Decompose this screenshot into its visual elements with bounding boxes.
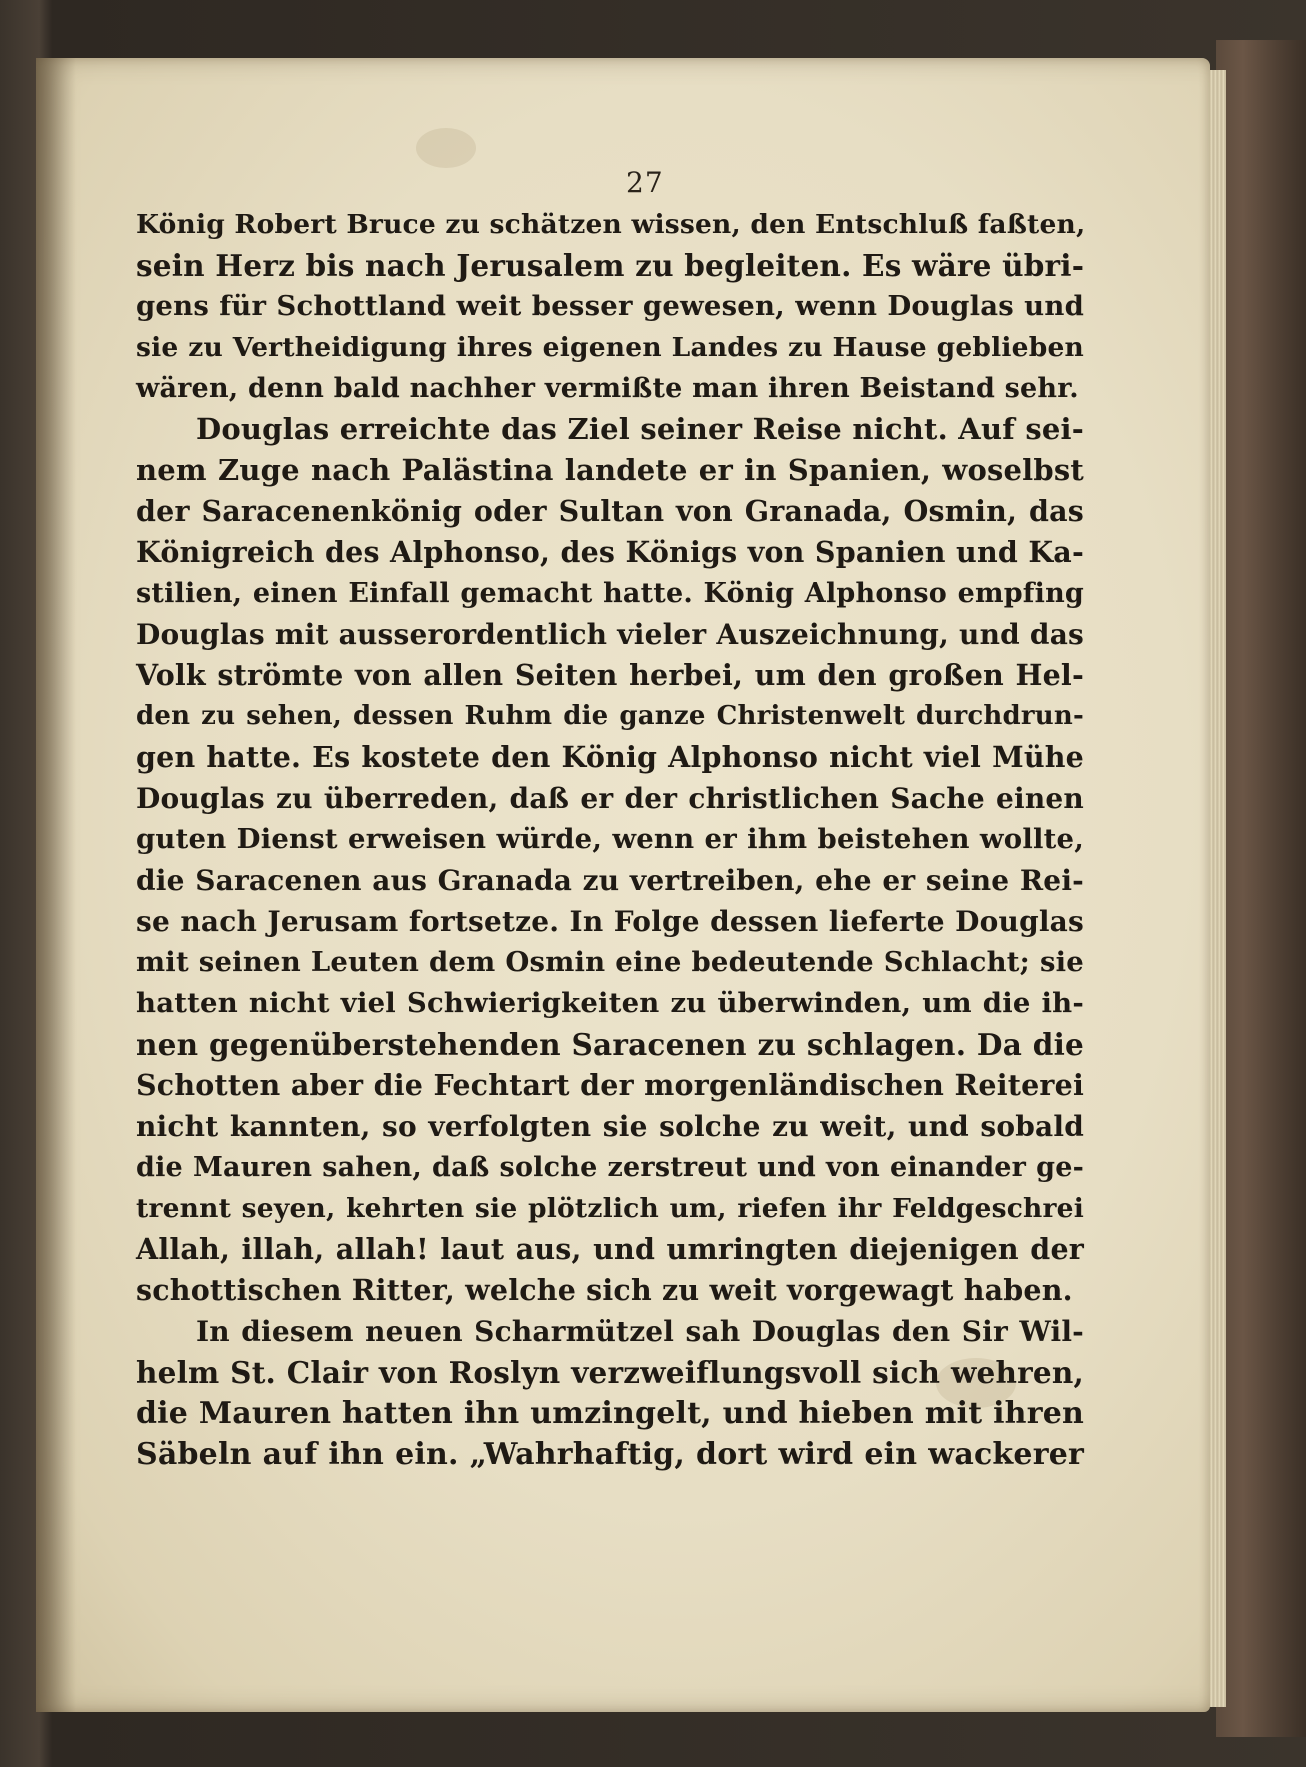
text-line: die Mauren hatten ihn umzingelt, und hieben mit ihren [136, 1396, 1084, 1431]
text-line: die Mauren sahen, daß solche zerstreut und von einander ge- [136, 1152, 1084, 1183]
text-line: se nach Jerusam fortsetze. In Folge dessen lieferte Douglas [136, 905, 1084, 938]
text-line: nicht kannten, so verfolgten sie solche zu weit, und sobald [136, 1110, 1084, 1143]
text-line: stilien, einen Einfall gemacht hatte. König Alphonso empfing [136, 578, 1084, 609]
text-line: Schotten aber die Fechtart der morgenländischen Reiterei [136, 1068, 1084, 1102]
text-line: sein Herz bis nach Jerusalem zu begleiten. Es wäre übri- [136, 248, 1085, 283]
text-line: Säbeln auf ihn ein. „Wahrhaftig, dort wird ein wackerer [136, 1437, 1084, 1472]
text-line: Königreich des Alphonso, des Königs von Spanien und Ka- [136, 535, 1084, 569]
text-line: der Saracenenkönig oder Sultan von Granada, Osmin, das [136, 494, 1084, 528]
text-line: die Saracenen aus Granada zu vertreiben, ehe er seine Rei- [136, 864, 1084, 897]
text-line: trennt seyen, kehrten sie plötzlich um, riefen ihr Feldgeschrei [136, 1193, 1084, 1224]
body-text [136, 204, 1084, 1475]
book-cover-edge [1216, 40, 1306, 1737]
text-line: mit seinen Leuten dem Osmin eine bedeutende Schlacht; sie [136, 946, 1084, 978]
text-line: wären, denn bald nachher vermißte man ihren Beistand sehr. [136, 373, 1079, 404]
text-line: gen hatte. Es kostete den König Alphonso nicht viel Mühe [136, 740, 1084, 774]
text-line: den zu sehen, dessen Ruhm die ganze Christenwelt durchdrun- [136, 701, 1084, 731]
text-line: nen gegenüberstehenden Saracenen zu schlagen. Da die [136, 1027, 1084, 1062]
text-line: Douglas zu überreden, daß er der christlichen Sache einen [136, 782, 1084, 815]
text-line: nem Zuge nach Palästina landete er in Spanien, woselbst [136, 453, 1084, 487]
text-line: Allah, illah, allah! laut aus, und umringten diejenigen der [136, 1232, 1084, 1266]
text-line: gens für Schottland weit besser gewesen, wenn Douglas und [136, 290, 1084, 322]
text-line: In diesem neuen Scharmützel sah Douglas den Sir Wil- [196, 1315, 1084, 1348]
text-line: hatten nicht viel Schwierigkeiten zu überwinden, um die ih- [136, 987, 1084, 1019]
text-line: Volk strömte von allen Seiten herbei, um den großen Hel- [136, 658, 1084, 692]
text-line: Douglas erreichte das Ziel seiner Reise nicht. Auf sei- [196, 412, 1084, 446]
gutter-shadow [36, 58, 76, 1712]
text-line: Douglas mit ausserordentlich vieler Auszeichnung, und das [136, 618, 1084, 651]
text-line: König Robert Bruce zu schätzen wissen, den Entschluß faßten, [136, 209, 1086, 240]
page-number: 27 [626, 166, 664, 199]
text-line: schottischen Ritter, welche sich zu weit vorgewagt haben. [136, 1273, 1073, 1307]
text-line: guten Dienst erweisen würde, wenn er ihm beistehen wollte, [136, 823, 1084, 855]
text-line: helm St. Clair von Roslyn verzweiflungsvoll sich wehren, [136, 1355, 1084, 1390]
paper-stain [416, 128, 476, 168]
book-page [36, 58, 1210, 1712]
text-line: sie zu Vertheidigung ihres eigenen Landes zu Hause geblieben [136, 332, 1084, 363]
